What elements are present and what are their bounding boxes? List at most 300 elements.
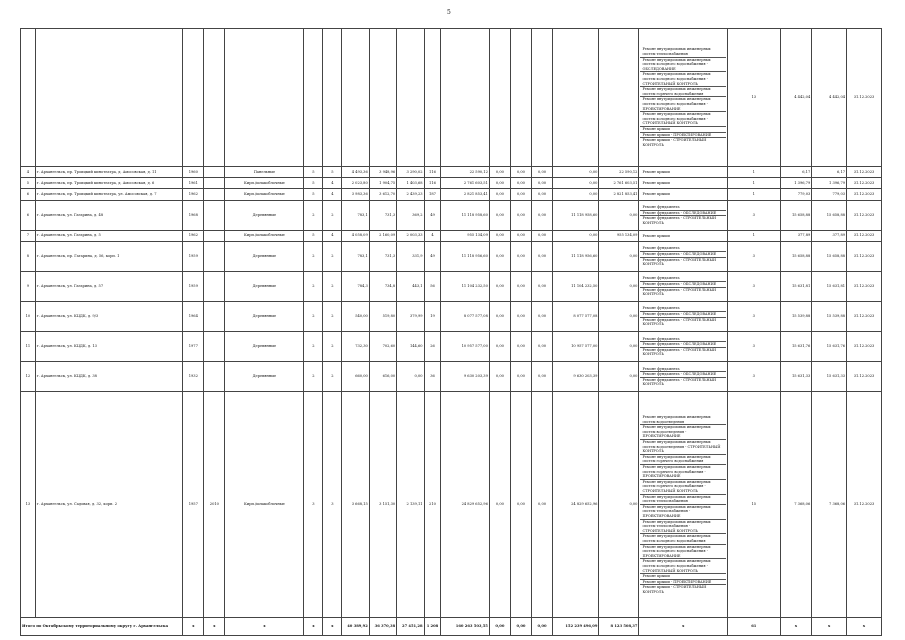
cell-f1: 0,00 xyxy=(489,200,510,230)
cell-works xyxy=(639,166,728,177)
cell-residents: 4 xyxy=(424,230,441,241)
cell-cost: 10 957 577,00 xyxy=(441,332,489,362)
cell-material: Деревянные xyxy=(225,302,304,332)
cell-y1: 1960 xyxy=(183,166,204,177)
total-material: x xyxy=(225,618,304,636)
work-item: Ремонт крыши xyxy=(642,233,670,238)
cell-y1: 1961 xyxy=(183,178,204,189)
work-item: Ремонт внутридомовых инженерных систем горячего водоснабжения xyxy=(640,87,726,97)
cell-a1: 4 493,36 xyxy=(342,166,369,177)
cell-n: 7 xyxy=(21,230,36,241)
work-item: Ремонт фундамента xyxy=(640,306,726,312)
cell-f1: 0,00 xyxy=(489,392,510,618)
cell-f2: 0,00 xyxy=(510,189,531,200)
cell-works xyxy=(639,241,728,271)
cell-u: 1 xyxy=(727,230,780,241)
cell-u: 3 xyxy=(727,241,780,271)
cell-f3: 0,00 xyxy=(532,200,553,230)
cell-a3: 443,1 xyxy=(397,272,424,302)
cell-f2: 0,00 xyxy=(510,392,531,618)
cell-k2: 15 631,81 xyxy=(812,272,847,302)
cell-f1: 0,00 xyxy=(489,189,510,200)
cell-u: 1 xyxy=(727,166,780,177)
cell-floors: 5 xyxy=(304,166,323,177)
cell-address: г. Архангельск, ул. Гагарина, д. 5 xyxy=(35,230,183,241)
cell-material: Кирп./шлакоблочные xyxy=(225,392,304,618)
cell-u: 3 xyxy=(727,272,780,302)
cell-date: 31.12.2023 xyxy=(847,362,882,392)
cell-works xyxy=(639,362,728,392)
cell-u: 3 xyxy=(727,362,780,392)
total-a2: 36 370,38 xyxy=(369,618,396,636)
cell-f3: 0,00 xyxy=(532,332,553,362)
cell-k2: 15 658,88 xyxy=(812,200,847,230)
cell-entr: 2 xyxy=(323,332,342,362)
cell-y1: 1962 xyxy=(183,230,204,241)
cell-address: г. Архангельск, ул. КЦДК, д. 13 xyxy=(35,332,183,362)
cell-residents: 49 xyxy=(424,241,441,271)
table-row xyxy=(21,302,882,332)
cell-f3: 0,00 xyxy=(532,241,553,271)
work-item: Ремонт фундамента - СТРОИТЕЛЬНЫЙ КОНТРОЛЬ xyxy=(642,287,717,297)
work-item: Ремонт внутридомовых инженерных систем теплоснабжения xyxy=(640,47,726,57)
work-item: Ремонт внутридомовых инженерных систем холодного водоснабжения xyxy=(640,534,726,544)
cell-floors: 5 xyxy=(304,178,323,189)
cell-f3: 0,00 xyxy=(532,392,553,618)
cell-address: г. Архангельск, ул. Гагарина, д. 57 xyxy=(35,272,183,302)
cell-f4: 8 077 577,08 xyxy=(553,302,599,332)
cell-material: Кирп./шлакоблочные xyxy=(225,189,304,200)
cell-a1: 540,00 xyxy=(342,302,369,332)
cell-y1: 1968 xyxy=(183,200,204,230)
cell-address: г. Архангельск, пр. Троицкий кинотеатра, ул. Амосовская, д. 7 xyxy=(35,189,183,200)
cell-a3: 2 439,23 xyxy=(397,189,424,200)
cell-f4: 0,00 xyxy=(553,230,599,241)
cell-f2 xyxy=(510,29,531,167)
cell-n: 10 xyxy=(21,302,36,332)
register-body xyxy=(21,29,882,636)
cell-works xyxy=(639,178,728,189)
cell-a3: 1 403,68 xyxy=(397,178,424,189)
cell-a2: 3 151,30 xyxy=(369,392,396,618)
cell-a2 xyxy=(369,29,396,167)
cell-n: 8 xyxy=(21,241,36,271)
cell-a3: 369,2 xyxy=(397,200,424,230)
cell-k2: 15 631,76 xyxy=(812,332,847,362)
table-row xyxy=(21,230,882,241)
cell-a1: 4 058,09 xyxy=(342,230,369,241)
cell-n: 13 xyxy=(21,392,36,618)
cell-f2: 0,00 xyxy=(510,272,531,302)
cell-f5: 2 761 603,51 xyxy=(599,178,639,189)
work-item: Ремонт крыши - СТРОИТЕЛЬНЫЙ КОНТРОЛЬ xyxy=(642,138,707,147)
work-item: Ремонт крыши xyxy=(642,180,670,185)
cell-entr xyxy=(323,29,342,167)
cell-material: Деревянные xyxy=(225,332,304,362)
register-table xyxy=(20,28,882,636)
cell-floors: 2 xyxy=(304,241,323,271)
cell-f3: 0,00 xyxy=(532,302,553,332)
cell-f4: 0,00 xyxy=(553,178,599,189)
work-item: Ремонт внутридомовых инженерных систем холодного водоснабжения - СТРОИТЕЛЬНЫЙ КОНТРОЛЬ xyxy=(640,112,726,127)
cell-works xyxy=(639,230,728,241)
cell-f4: 24 829 652,96 xyxy=(553,392,599,618)
table-row xyxy=(21,166,882,177)
cell-residents: 49 xyxy=(424,200,441,230)
cell-f5: 955 134,09 xyxy=(599,230,639,241)
cell-f1 xyxy=(489,29,510,167)
cell-n: 11 xyxy=(21,332,36,362)
cell-n: 6 xyxy=(21,189,36,200)
cell-works xyxy=(639,200,728,230)
table-row xyxy=(21,272,882,302)
cell-n xyxy=(21,29,36,167)
cell-n: 4 xyxy=(21,166,36,177)
cell-a3: 3 290,02 xyxy=(397,166,424,177)
cell-a2: 1 904,75 xyxy=(369,178,396,189)
cell-address: г. Архангельск, пр. Гагарина, д. 56, корп. 1 xyxy=(35,241,183,271)
cell-a2: 2 160,09 xyxy=(369,230,396,241)
cell-works xyxy=(639,272,728,302)
cell-floors: 5 xyxy=(304,230,323,241)
cell-f2: 0,00 xyxy=(510,241,531,271)
cell-f4: 11 118 956,60 xyxy=(553,241,599,271)
work-item: Ремонт внутридомовых инженерных систем холодного водоснабжения - ПРОЕКТИРОВАНИЕ xyxy=(640,545,726,560)
cell-works xyxy=(639,392,728,618)
cell-k1: 6,17 xyxy=(780,166,812,177)
work-item: Ремонт внутридомовых инженерных систем холодного водоснабжения - ПРОЕКТИРОВАНИЕ xyxy=(640,97,726,112)
cell-f3 xyxy=(532,29,553,167)
work-item: Ремонт внутридомовых инженерных систем теплоснабжения xyxy=(640,495,726,505)
cell-floors: 5 xyxy=(304,189,323,200)
cell-f2: 0,00 xyxy=(510,166,531,177)
cell-a2: 616,00 xyxy=(369,362,396,392)
cell-floors: 3 xyxy=(304,392,323,618)
cell-a1: 3 668,15 xyxy=(342,392,369,618)
cell-f1: 0,00 xyxy=(489,230,510,241)
cell-cost: 955 134,09 xyxy=(441,230,489,241)
cell-k1: 7 368,06 xyxy=(780,392,812,618)
work-item: Ремонт фундамента - ОБСЛЕДОВАНИЕ xyxy=(640,342,726,348)
cell-f3: 0,00 xyxy=(532,272,553,302)
cell-date: 31.12.2023 xyxy=(847,189,882,200)
cell-f1: 0,00 xyxy=(489,241,510,271)
cell-entr: 2 xyxy=(323,272,342,302)
total-date: x xyxy=(847,618,882,636)
cell-f4: 10 957 577,00 xyxy=(553,332,599,362)
cell-y2 xyxy=(204,29,225,167)
work-item: Ремонт внутридомовых инженерных систем горячего водоснабжения xyxy=(640,455,726,465)
table-row xyxy=(21,178,882,189)
work-item: Ремонт внутридомовых инженерных систем горячего водоснабжения - ПРОЕКТИРОВАНИЕ xyxy=(640,465,726,480)
cell-k1: 377,89 xyxy=(780,230,812,241)
cell-n: 9 xyxy=(21,272,36,302)
work-item: Ремонт крыши xyxy=(640,574,726,580)
work-item: Ремонт фундамента - СТРОИТЕЛЬНЫЙ КОНТРОЛЬ xyxy=(642,347,717,357)
cell-f2: 0,00 xyxy=(510,362,531,392)
cell-u: 1 xyxy=(727,189,780,200)
cell-date: 31.12.2023 xyxy=(847,178,882,189)
total-u: 61 xyxy=(727,618,780,636)
cell-entr: 2 xyxy=(323,362,342,392)
cell-k2: 15 539,88 xyxy=(812,302,847,332)
cell-address: г. Архангельск, ул. Гагарина, д. 48 xyxy=(35,200,183,230)
cell-material: Кирп./шлакоблочные xyxy=(225,178,304,189)
cell-date: 31.12.2023 xyxy=(847,332,882,362)
cell-works xyxy=(639,29,728,167)
work-item: Ремонт внутридомовых инженерных систем холодного водоснабжения - СТРОИТЕЛЬНЫЙ КОНТРОЛЬ xyxy=(640,559,726,574)
cell-a2: 519,80 xyxy=(369,302,396,332)
cell-y2 xyxy=(204,166,225,177)
cell-f4: 0,00 xyxy=(553,166,599,177)
cell-cost: 2 761 603,51 xyxy=(441,178,489,189)
total-f1: 0,00 xyxy=(489,618,510,636)
work-item: Ремонт крыши xyxy=(642,169,670,174)
cell-y1: 1959 xyxy=(183,272,204,302)
cell-y2 xyxy=(204,272,225,302)
cell-a3: 2 003,33 xyxy=(397,230,424,241)
cell-date: 31.12.2023 xyxy=(847,392,882,618)
table-row xyxy=(21,392,882,618)
cell-date: 31.12.2023 xyxy=(847,166,882,177)
cell-cost xyxy=(441,29,489,167)
cell-a1: 732,30 xyxy=(342,332,369,362)
work-item: Ремонт фундамента - СТРОИТЕЛЬНЫЙ КОНТРОЛЬ xyxy=(642,377,717,387)
cell-u: 3 xyxy=(727,302,780,332)
cell-f5: 2 821 853,41 xyxy=(599,189,639,200)
cell-y1: 1977 xyxy=(183,332,204,362)
cell-y2: 2010 xyxy=(204,392,225,618)
cell-floors: 2 xyxy=(304,302,323,332)
cell-f3: 0,00 xyxy=(532,362,553,392)
work-item: Ремонт фундамента - ОБСЛЕДОВАНИЕ xyxy=(640,252,726,258)
total-a1: 40 389,92 xyxy=(342,618,369,636)
cell-entr: 5 xyxy=(323,166,342,177)
work-item: Ремонт крыши - ПРОЕКТИРОВАНИЕ xyxy=(640,133,726,139)
work-item: Ремонт крыши - ПРОЕКТИРОВАНИЕ xyxy=(640,580,726,586)
cell-y2 xyxy=(204,200,225,230)
total-residents: 1 208 xyxy=(424,618,441,636)
work-item: Ремонт внутридомовых инженерных систем теплоснабжения - СТРОИТЕЛЬНЫЙ КОНТРОЛЬ xyxy=(640,520,726,535)
table-row xyxy=(21,189,882,200)
cell-a1: 3 983,36 xyxy=(342,189,369,200)
cell-address xyxy=(35,29,183,167)
cell-k1: 1 396,79 xyxy=(780,178,812,189)
cell-date: 31.12.2023 xyxy=(847,272,882,302)
cell-a2: 734,8 xyxy=(369,272,396,302)
cell-a3: 144,60 xyxy=(397,332,424,362)
total-cost: 160 263 503,55 xyxy=(441,618,489,636)
cell-f5 xyxy=(599,29,639,167)
cell-cost: 11 118 956,60 xyxy=(441,241,489,271)
work-item: Ремонт внутридомовых инженерных систем холодного водоснабжения - ОБСЛЕДОВАНИЕ xyxy=(640,58,726,73)
cell-f5: 0,00 xyxy=(599,302,639,332)
cell-a1 xyxy=(342,29,369,167)
cell-k2: 6,17 xyxy=(812,166,847,177)
cell-residents: 19 xyxy=(424,302,441,332)
cell-a1: 783,1 xyxy=(342,200,369,230)
cell-k1: 15 631,33 xyxy=(780,362,812,392)
cell-date: 31.12.2023 xyxy=(847,200,882,230)
work-item: Ремонт фундамента - ОБСЛЕДОВАНИЕ xyxy=(640,312,726,318)
work-item: Ремонт крыши xyxy=(642,192,670,197)
cell-f4: 0,00 xyxy=(553,189,599,200)
cell-a3: 379,99 xyxy=(397,302,424,332)
total-label: Итого по Октябрьскому территориальному округу г. Архангельска xyxy=(21,618,183,636)
cell-a2: 731,3 xyxy=(369,241,396,271)
cell-y1: 1957 xyxy=(183,392,204,618)
work-item: Ремонт внутридомовых инженерных систем холодного водоснабжения - СТРОИТЕЛЬНЫЙ КОНТРОЛЬ xyxy=(640,72,726,87)
cell-y2 xyxy=(204,332,225,362)
work-item: Ремонт фундамента xyxy=(640,246,726,252)
cell-cost: 11 104 232,50 xyxy=(441,272,489,302)
cell-works xyxy=(639,189,728,200)
cell-residents: 26 xyxy=(424,332,441,362)
cell-a2: 731,3 xyxy=(369,200,396,230)
work-item: Ремонт внутридомовых инженерных систем водоотведения - ПРОЕКТИРОВАНИЕ xyxy=(640,425,726,440)
cell-entr: 4 xyxy=(323,230,342,241)
total-k2: x xyxy=(812,618,847,636)
cell-a1: 2 023,80 xyxy=(342,178,369,189)
work-item: Ремонт фундамента - ОБСЛЕДОВАНИЕ xyxy=(640,372,726,378)
cell-f5: 0,00 xyxy=(599,362,639,392)
cell-material: Кирп./шлакоблочные xyxy=(225,230,304,241)
page-number: 5 xyxy=(447,9,451,16)
cell-f2: 0,00 xyxy=(510,200,531,230)
cell-f3: 0,00 xyxy=(532,189,553,200)
work-item: Ремонт внутридомовых инженерных систем водоотведения - СТРОИТЕЛЬНЫЙ КОНТРОЛЬ xyxy=(640,440,726,455)
table-row xyxy=(21,200,882,230)
work-item: Ремонт крыши xyxy=(640,127,726,133)
cell-u: 1 xyxy=(727,178,780,189)
cell-y2 xyxy=(204,189,225,200)
cell-k2: 1 396,79 xyxy=(812,178,847,189)
work-item: Ремонт фундамента - СТРОИТЕЛЬНЫЙ КОНТРОЛЬ xyxy=(642,216,717,225)
table-row xyxy=(21,29,882,167)
cell-u: 3 xyxy=(727,200,780,230)
cell-u: 13 xyxy=(727,29,780,167)
cell-y1: 1964 xyxy=(183,302,204,332)
cell-k2: 779,03 xyxy=(812,189,847,200)
cell-floors: 2 xyxy=(304,362,323,392)
table-row xyxy=(21,332,882,362)
cell-address: г. Архангельск, ул. Садовая, д. 32, корп. 2 xyxy=(35,392,183,618)
cell-entr: 2 xyxy=(323,302,342,332)
cell-y2 xyxy=(204,230,225,241)
work-item: Ремонт фундамента xyxy=(640,205,726,211)
cell-y1: 1959 xyxy=(183,241,204,271)
cell-k2: 4 442,04 xyxy=(812,29,847,167)
cell-y1 xyxy=(183,29,204,167)
cell-material: Деревянные xyxy=(225,241,304,271)
work-item: Ремонт фундамента - ОБСЛЕДОВАНИЕ xyxy=(640,282,726,288)
cell-n: 12 xyxy=(21,362,36,392)
cell-a3: 331,9 xyxy=(397,241,424,271)
cell-f1: 0,00 xyxy=(489,332,510,362)
cell-entr: 2 xyxy=(323,200,342,230)
cell-entr: 3 xyxy=(323,392,342,618)
cell-k1: 15 631,76 xyxy=(780,332,812,362)
cell-k1: 15 631,81 xyxy=(780,272,812,302)
cell-material xyxy=(225,29,304,167)
cell-date: 31.12.2023 xyxy=(847,302,882,332)
cell-date: 31.12.2023 xyxy=(847,241,882,271)
cell-k1: 779,03 xyxy=(780,189,812,200)
work-item: Ремонт фундамента - ОБСЛЕДОВАНИЕ xyxy=(640,211,726,217)
work-item: Ремонт внутридомовых инженерных систем горячего водоснабжения - СТРОИТЕЛЬНЫЙ КОНТРОЛЬ xyxy=(640,480,726,495)
cell-entr: 4 xyxy=(323,178,342,189)
total-entr: x xyxy=(323,618,342,636)
cell-a1: 783,1 xyxy=(342,241,369,271)
cell-y2 xyxy=(204,302,225,332)
cell-a1: 660,00 xyxy=(342,362,369,392)
cell-f5: 0,00 xyxy=(599,200,639,230)
cell-f5: 0,00 xyxy=(599,332,639,362)
cell-f5: 22 590,12 xyxy=(599,166,639,177)
cell-cost: 8 077 577,08 xyxy=(441,302,489,332)
cell-k1: 15 539,88 xyxy=(780,302,812,332)
cell-residents: 116 xyxy=(424,166,441,177)
cell-u: 15 xyxy=(727,392,780,618)
cell-date: 31.12.2023 xyxy=(847,29,882,167)
total-row xyxy=(21,618,882,636)
cell-a3: 2 139,11 xyxy=(397,392,424,618)
cell-floors: 2 xyxy=(304,332,323,362)
cell-residents: 116 xyxy=(424,178,441,189)
cell-a2: 3 948,96 xyxy=(369,166,396,177)
total-a3: 27 451,28 xyxy=(397,618,424,636)
cell-k2: 7 368,06 xyxy=(812,392,847,618)
cell-f3: 0,00 xyxy=(532,230,553,241)
cell-f1: 0,00 xyxy=(489,362,510,392)
cell-a2: 3 612,70 xyxy=(369,189,396,200)
cell-residents: 187 xyxy=(424,189,441,200)
cell-works xyxy=(639,302,728,332)
cell-address: г. Архангельск, пр. Троицкий кинотеатра, д. Амосовская, д. 11 xyxy=(35,166,183,177)
work-item: Ремонт фундамента xyxy=(640,367,726,373)
total-y2: x xyxy=(204,618,225,636)
cell-u: 3 xyxy=(727,332,780,362)
table-row xyxy=(21,362,882,392)
table-row xyxy=(21,241,882,271)
cell-residents: 210 xyxy=(424,392,441,618)
cell-address: г. Архангельск, пр. Троицкий кинотеатра, д. Амосовская, д. 6 xyxy=(35,178,183,189)
cell-entr: 2 xyxy=(323,241,342,271)
work-item: Ремонт внутридомовых инженерных систем водоотведения xyxy=(640,415,726,425)
cell-f2: 0,00 xyxy=(510,230,531,241)
cell-cost: 24 829 652,96 xyxy=(441,392,489,618)
cell-residents xyxy=(424,29,441,167)
work-item: Ремонт фундамента - СТРОИТЕЛЬНЫЙ КОНТРОЛЬ xyxy=(642,317,717,327)
cell-f1: 0,00 xyxy=(489,272,510,302)
cell-cost: 22 590,12 xyxy=(441,166,489,177)
cell-a3: 0,00 xyxy=(397,362,424,392)
cell-cost: 9 630 203,39 xyxy=(441,362,489,392)
cell-f3: 0,00 xyxy=(532,166,553,177)
cell-f4: 9 630 203,39 xyxy=(553,362,599,392)
cell-f3: 0,00 xyxy=(532,178,553,189)
cell-f1: 0,00 xyxy=(489,166,510,177)
work-item: Ремонт крыши - СТРОИТЕЛЬНЫЙ КОНТРОЛЬ xyxy=(642,585,707,594)
cell-k1: 4 442,04 xyxy=(780,29,812,167)
cell-f4: 11 118 958,60 xyxy=(553,200,599,230)
cell-f5: 0,00 xyxy=(599,272,639,302)
total-f4: 152 239 496,09 xyxy=(553,618,599,636)
cell-a3 xyxy=(397,29,424,167)
cell-n: 5 xyxy=(21,178,36,189)
cell-material: Деревянные xyxy=(225,200,304,230)
cell-f1: 0,00 xyxy=(489,302,510,332)
